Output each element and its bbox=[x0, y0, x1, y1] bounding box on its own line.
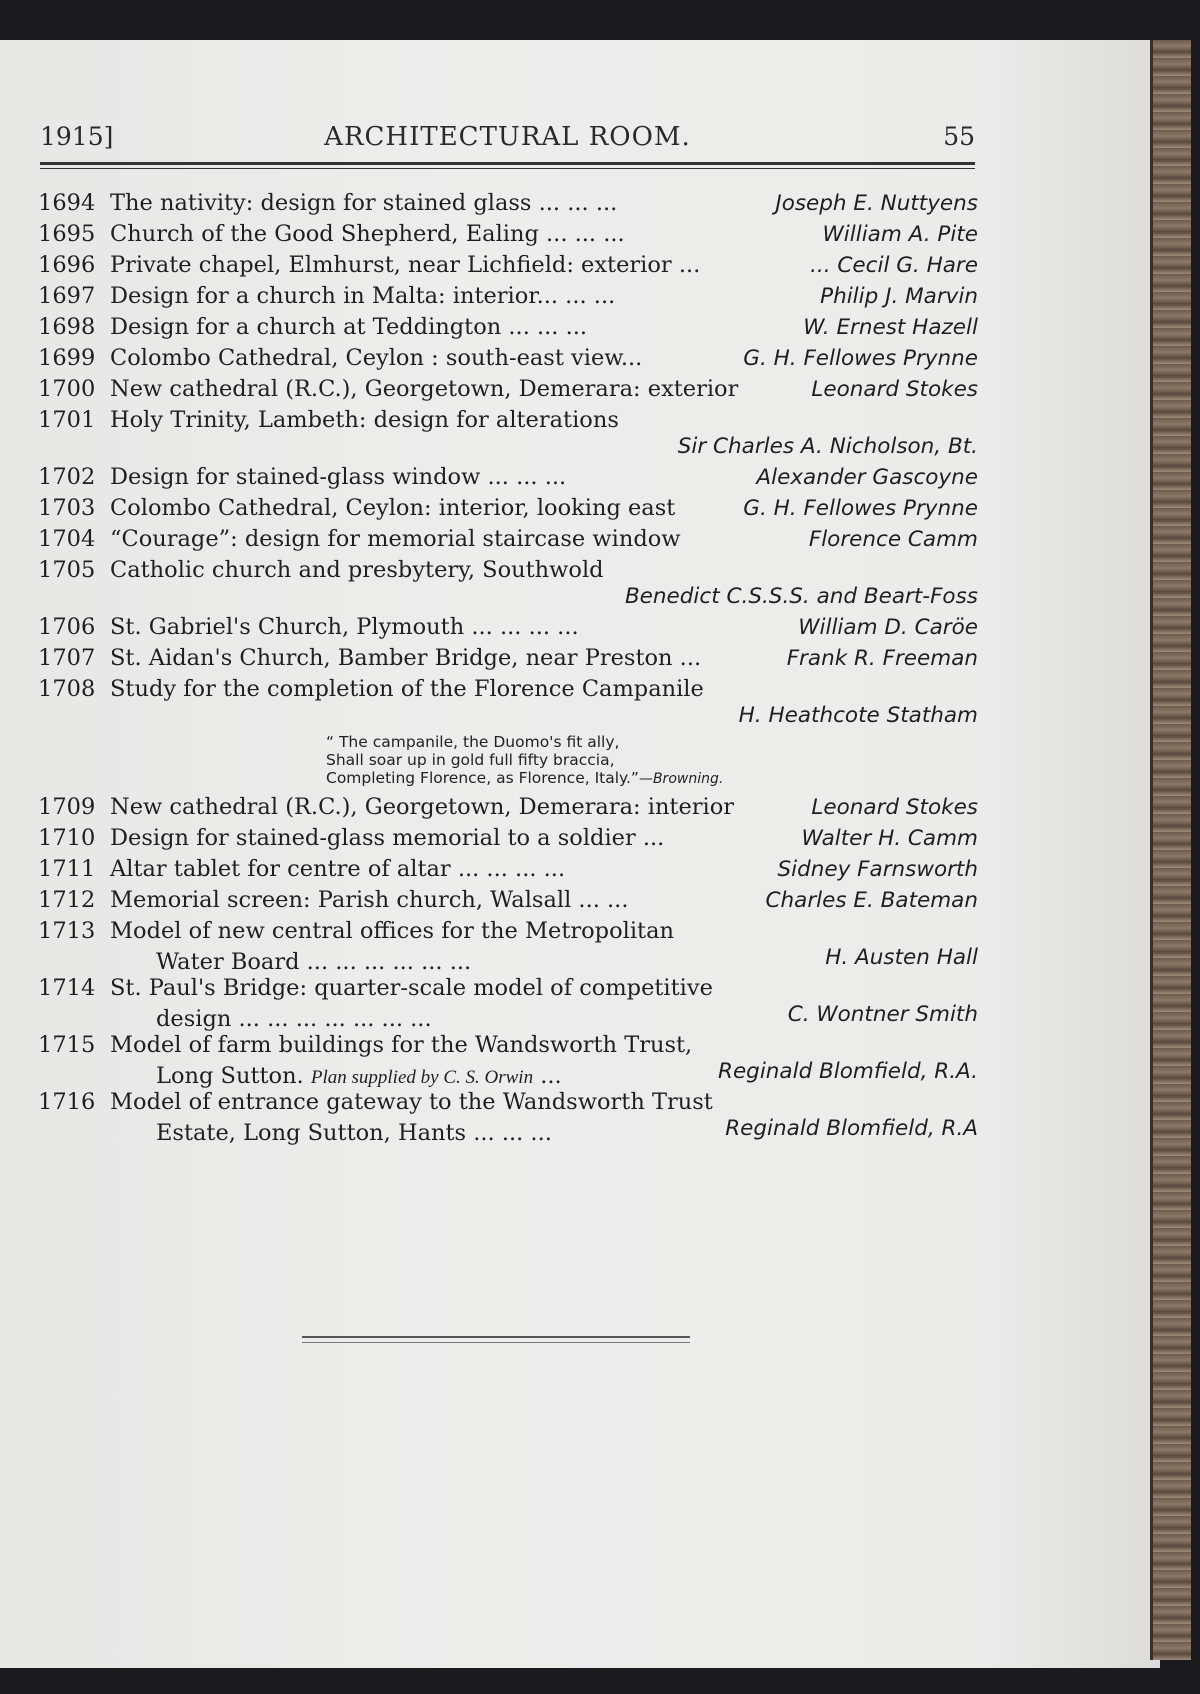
entry-title: St. Paul's Bridge: quarter-scale model of competitive bbox=[110, 975, 713, 1001]
entry-author: Florence Camm bbox=[808, 527, 978, 552]
entry-author: Leonard Stokes bbox=[811, 377, 978, 402]
entry-author: G. H. Fellowes Prynne bbox=[743, 496, 978, 521]
entry-1716 bbox=[38, 1087, 978, 1144]
entry-author: C. Wontner Smith bbox=[787, 1002, 978, 1027]
entry-number: 1698 bbox=[38, 314, 96, 340]
entry-author: Frank R. Freeman bbox=[786, 646, 978, 671]
entry-number: 1714 bbox=[38, 975, 96, 1001]
entry-1702 bbox=[38, 462, 978, 493]
entry-number: 1713 bbox=[38, 918, 96, 944]
entry-title: The nativity: design for stained glass ... ... ... bbox=[110, 190, 618, 216]
entry-author: Philip J. Marvin bbox=[820, 284, 978, 309]
entry-author: Sidney Farnsworth bbox=[777, 857, 978, 882]
entry-1711 bbox=[38, 854, 978, 885]
entry-1714 bbox=[38, 973, 978, 1030]
entry-title-continued: Estate, Long Sutton, Hants ... ... ... bbox=[156, 1120, 552, 1146]
entry-1700 bbox=[38, 374, 978, 405]
entry-title: Altar tablet for centre of altar ... ... ... ... bbox=[110, 856, 566, 882]
entry-title: Model of farm buildings for the Wandsworth Trust, bbox=[110, 1032, 693, 1058]
entry-1712 bbox=[38, 885, 978, 916]
header-rule-thin bbox=[40, 168, 975, 169]
entry-number: 1708 bbox=[38, 676, 96, 702]
entry-title: Model of new central offices for the Metropolitan bbox=[110, 918, 674, 944]
header-year: 1915] bbox=[40, 122, 114, 151]
entry-number: 1705 bbox=[38, 557, 96, 583]
entry-1705 bbox=[38, 555, 978, 612]
entry-author: Reginald Blomfield, R.A. bbox=[718, 1059, 978, 1084]
entry-title: Private chapel, Elmhurst, near Lichfield: exterior ... bbox=[110, 252, 701, 278]
quote-source: —Browning. bbox=[638, 771, 724, 787]
entry-1695 bbox=[38, 219, 978, 250]
entry-author: H. Heathcote Statham bbox=[738, 703, 978, 728]
entry-author: Benedict C.S.S.S. and Beart-Foss bbox=[624, 584, 978, 609]
entry-number: 1701 bbox=[38, 407, 96, 433]
entry-note: Plan supplied by C. S. Orwin bbox=[310, 1067, 534, 1088]
entry-title: Design for a church at Teddington ... ... ... bbox=[110, 314, 588, 340]
entry-number: 1711 bbox=[38, 856, 96, 882]
entry-number: 1712 bbox=[38, 887, 96, 913]
entry-author: William D. Caröe bbox=[798, 615, 978, 640]
entry-number: 1709 bbox=[38, 794, 96, 820]
entry-1694 bbox=[38, 188, 978, 219]
entry-author: Walter H. Camm bbox=[801, 826, 978, 851]
entry-1699 bbox=[38, 343, 978, 374]
entry-number: 1706 bbox=[38, 614, 96, 640]
header-title: ARCHITECTURAL ROOM. bbox=[324, 122, 691, 152]
entry-title: Design for stained-glass memorial to a soldier ... bbox=[110, 825, 665, 851]
entry-title: Church of the Good Shepherd, Ealing ... ... ... bbox=[110, 221, 625, 247]
entry-author: H. Austen Hall bbox=[825, 945, 978, 970]
book-edge bbox=[1150, 40, 1191, 1660]
header-rule bbox=[40, 162, 975, 165]
entry-1709 bbox=[38, 792, 978, 823]
entry-title: Holy Trinity, Lambeth: design for alterations bbox=[110, 407, 619, 433]
quote-line: “ The campanile, the Duomo's fit ally, bbox=[326, 733, 620, 751]
entry-1710 bbox=[38, 823, 978, 854]
page-number: 55 bbox=[943, 122, 975, 151]
entry-title: Model of entrance gateway to the Wandsworth Trust bbox=[110, 1089, 713, 1115]
epigraph-quote bbox=[326, 733, 978, 788]
entry-author: ... Cecil G. Hare bbox=[810, 253, 978, 278]
section-end-rule-thin bbox=[302, 1342, 690, 1343]
entry-title-continued: Water Board ... ... ... ... ... ... bbox=[156, 949, 472, 975]
entry-title-continued: Long Sutton. bbox=[156, 1063, 304, 1089]
entry-1701 bbox=[38, 405, 978, 462]
entry-author: Sir Charles A. Nicholson, Bt. bbox=[677, 434, 978, 459]
quote-line: Shall soar up in gold full fifty braccia, bbox=[326, 751, 615, 769]
entry-number: 1702 bbox=[38, 464, 96, 490]
entry-number: 1694 bbox=[38, 190, 96, 216]
running-header bbox=[40, 122, 975, 156]
entry-number: 1697 bbox=[38, 283, 96, 309]
entry-author: Alexander Gascoyne bbox=[756, 465, 978, 490]
entry-1704 bbox=[38, 524, 978, 555]
entry-title: Catholic church and presbytery, Southwold bbox=[110, 557, 604, 583]
entry-title: Study for the completion of the Florence Campanile bbox=[110, 676, 704, 702]
entry-1715 bbox=[38, 1030, 978, 1087]
entry-number: 1707 bbox=[38, 645, 96, 671]
entry-1696 bbox=[38, 250, 978, 281]
entry-author: Joseph E. Nuttyens bbox=[775, 191, 978, 216]
entry-title-continued: design ... ... ... ... ... ... ... bbox=[156, 1006, 432, 1032]
entry-1703 bbox=[38, 493, 978, 524]
entry-title: St. Gabriel's Church, Plymouth ... ... ... ... bbox=[110, 614, 579, 640]
entry-1708 bbox=[38, 674, 978, 731]
entry-author: Charles E. Bateman bbox=[765, 888, 978, 913]
entry-number: 1704 bbox=[38, 526, 96, 552]
entry-number: 1695 bbox=[38, 221, 96, 247]
entry-title: Design for stained-glass window ... ... ... bbox=[110, 464, 567, 490]
section-end-rule bbox=[302, 1336, 690, 1338]
entry-number: 1716 bbox=[38, 1089, 96, 1115]
entry-title: New cathedral (R.C.), Georgetown, Demerara: exterior bbox=[110, 376, 739, 402]
entry-number: 1715 bbox=[38, 1032, 96, 1058]
entry-title: St. Aidan's Church, Bamber Bridge, near Preston ... bbox=[110, 645, 702, 671]
entry-author: Leonard Stokes bbox=[811, 795, 978, 820]
entry-number: 1696 bbox=[38, 252, 96, 278]
entry-title: “Courage”: design for memorial staircase window bbox=[110, 526, 681, 552]
entry-number: 1699 bbox=[38, 345, 96, 371]
entry-1707 bbox=[38, 643, 978, 674]
entry-title: Colombo Cathedral, Ceylon : south-east view... bbox=[110, 345, 643, 371]
entry-1697 bbox=[38, 281, 978, 312]
entry-author: W. Ernest Hazell bbox=[803, 315, 978, 340]
entry-number: 1700 bbox=[38, 376, 96, 402]
entry-title: New cathedral (R.C.), Georgetown, Demerara: interior bbox=[110, 794, 735, 820]
entry-1698 bbox=[38, 312, 978, 343]
entry-title: Colombo Cathedral, Ceylon: interior, looking east bbox=[110, 495, 676, 521]
quote-line: Completing Florence, as Florence, Italy.” bbox=[326, 769, 639, 787]
catalogue-list bbox=[38, 188, 978, 1144]
entry-number: 1710 bbox=[38, 825, 96, 851]
entry-leader: ... bbox=[540, 1063, 562, 1089]
entry-author: William A. Pite bbox=[822, 222, 978, 247]
entry-title: Memorial screen: Parish church, Walsall ... ... bbox=[110, 887, 629, 913]
entry-title: Design for a church in Malta: interior... ... ... bbox=[110, 283, 616, 309]
entry-author: G. H. Fellowes Prynne bbox=[743, 346, 978, 371]
entry-number: 1703 bbox=[38, 495, 96, 521]
entry-1706 bbox=[38, 612, 978, 643]
entry-author: Reginald Blomfield, R.A bbox=[725, 1116, 978, 1141]
entry-1713 bbox=[38, 916, 978, 973]
